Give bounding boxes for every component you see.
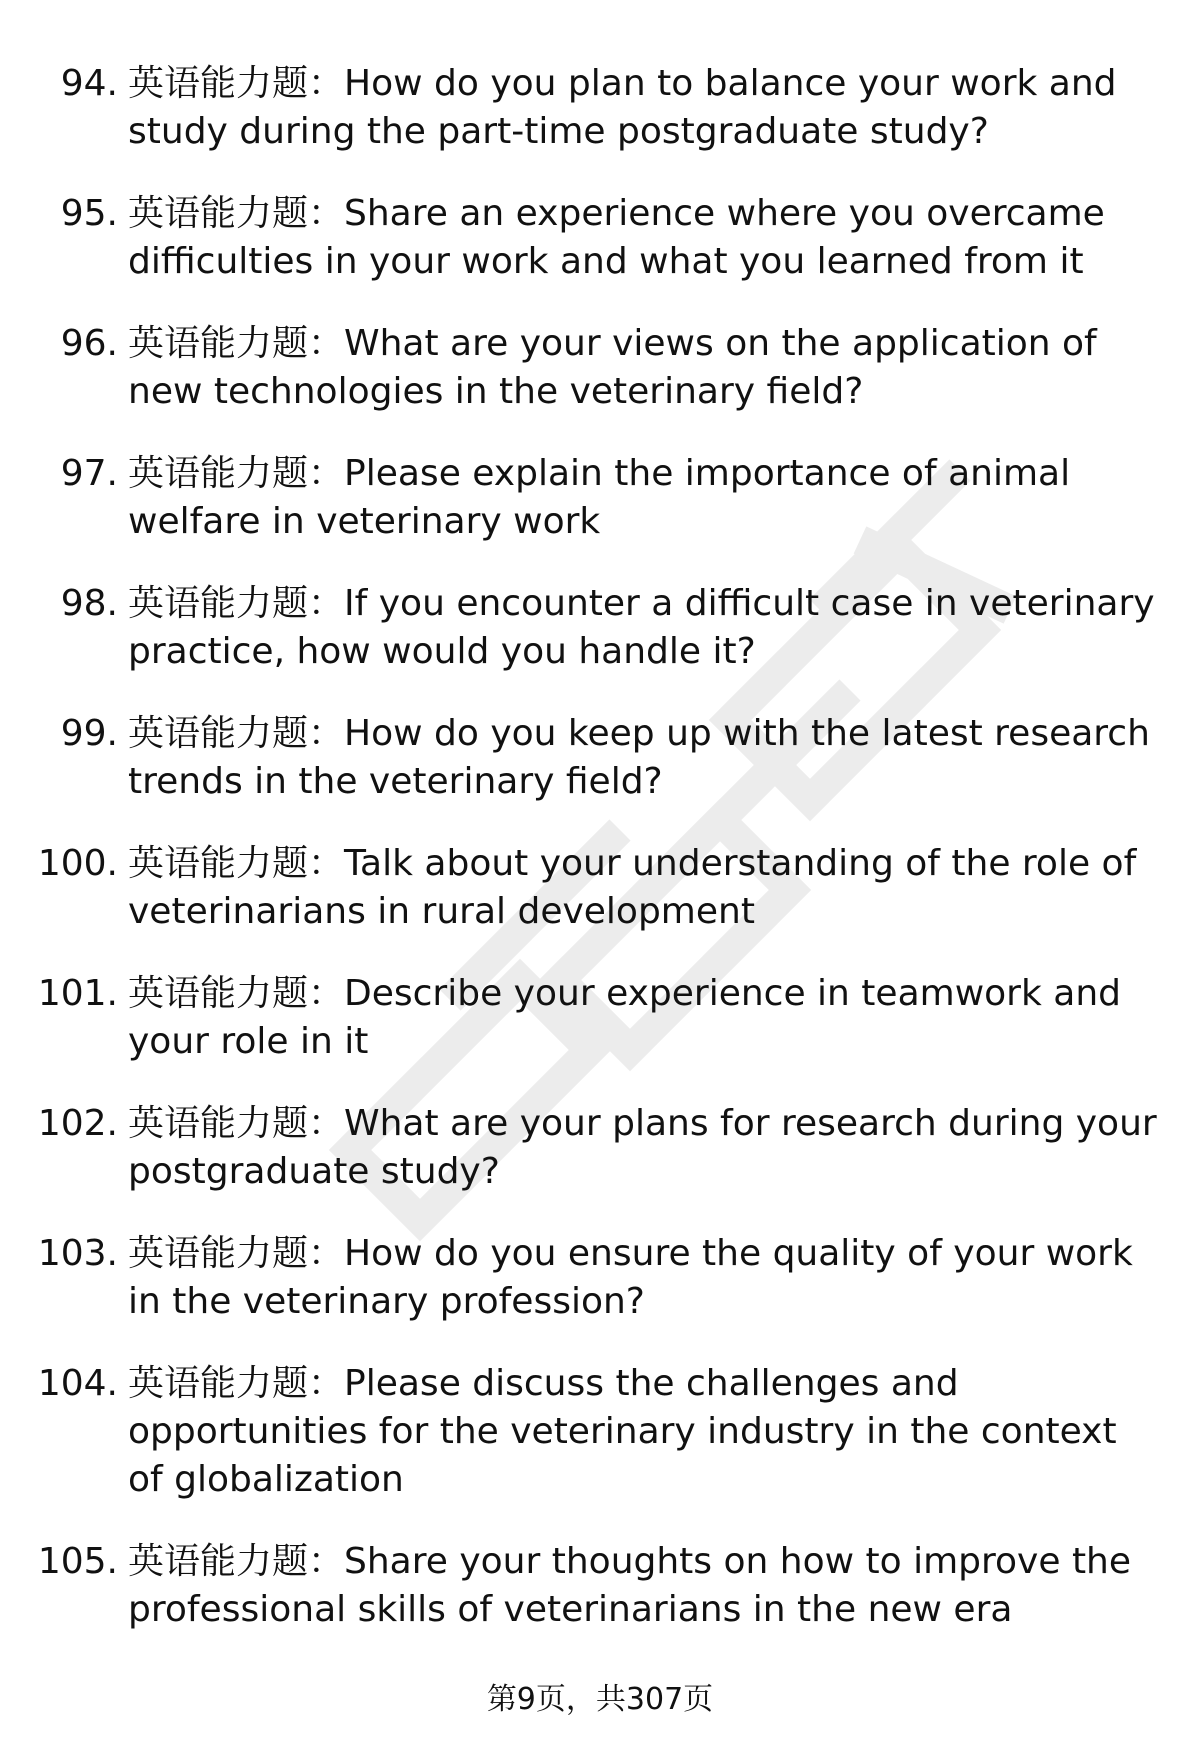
question-category-label: 英语能力题： [128, 583, 345, 624]
question-text [128, 190, 1158, 286]
question-body: Talk about your understanding of the role of veterinarians in rural development [128, 843, 1137, 932]
question-number: 97. [60, 453, 118, 494]
question-category-label: 英语能力题： [128, 1233, 345, 1274]
question-item [0, 970, 1200, 1066]
question-text [128, 1538, 1158, 1634]
question-text [128, 450, 1158, 546]
question-body: How do you keep up with the latest research trends in the veterinary field? [128, 713, 1150, 802]
question-item [0, 580, 1200, 676]
question-body: What are your plans for research during your postgraduate study? [128, 1103, 1157, 1192]
question-text [128, 970, 1158, 1066]
question-number: 98. [60, 583, 118, 624]
question-category-label: 英语能力题： [128, 1363, 345, 1404]
question-number: 95. [60, 193, 118, 234]
question-text [128, 60, 1158, 156]
question-text [128, 1230, 1158, 1326]
question-number: 99. [60, 713, 118, 754]
question-text [128, 710, 1158, 806]
question-item [0, 710, 1200, 806]
question-item [0, 1360, 1200, 1504]
question-text [128, 1100, 1158, 1196]
question-category-label: 英语能力题： [128, 193, 345, 234]
question-text [128, 1360, 1158, 1504]
question-item [0, 320, 1200, 416]
question-category-label: 英语能力题： [128, 713, 345, 754]
question-number: 96. [60, 323, 118, 364]
question-category-label: 英语能力题： [128, 63, 345, 104]
question-body: Share your thoughts on how to improve the professional skills of veterinarians in the new era [128, 1541, 1132, 1630]
question-text [128, 580, 1158, 676]
question-number: 102. [37, 1103, 118, 1144]
question-category-label: 英语能力题： [128, 1541, 345, 1582]
page-footer: 第9页，共307页 [486, 1682, 714, 1717]
question-number: 105. [37, 1541, 118, 1582]
question-item [0, 60, 1200, 156]
question-number: 104. [37, 1363, 118, 1404]
question-number: 103. [37, 1233, 118, 1274]
question-category-label: 英语能力题： [128, 843, 345, 884]
question-body: What are your views on the application of new technologies in the veterinary field? [128, 323, 1097, 412]
question-body: How do you ensure the quality of your work in the veterinary profession? [128, 1233, 1133, 1322]
question-item [0, 1230, 1200, 1326]
question-text [128, 320, 1158, 416]
question-item [0, 840, 1200, 936]
question-number: 100. [37, 843, 118, 884]
question-item [0, 1100, 1200, 1196]
question-category-label: 英语能力题： [128, 453, 345, 494]
question-category-label: 英语能力题： [128, 1103, 345, 1144]
question-category-label: 英语能力题： [128, 323, 345, 364]
question-body: Describe your experience in teamwork and your role in it [128, 973, 1121, 1062]
question-category-label: 英语能力题： [128, 973, 345, 1014]
question-item [0, 450, 1200, 546]
question-list [0, 60, 1200, 1668]
question-body: Share an experience where you overcame difficulties in your work and what you learned from it [128, 193, 1105, 282]
question-number: 94. [60, 63, 118, 104]
question-body: Please discuss the challenges and opportunities for the veterinary industry in the context of globalization [128, 1363, 1117, 1500]
question-body: How do you plan to balance your work and study during the part-time postgraduate study? [128, 63, 1117, 152]
question-item [0, 1538, 1200, 1634]
question-body: Please explain the importance of animal welfare in veterinary work [128, 453, 1071, 542]
question-text [128, 840, 1158, 936]
question-body: If you encounter a difficult case in veterinary practice, how would you handle it? [128, 583, 1155, 672]
question-item [0, 190, 1200, 286]
question-number: 101. [37, 973, 118, 1014]
